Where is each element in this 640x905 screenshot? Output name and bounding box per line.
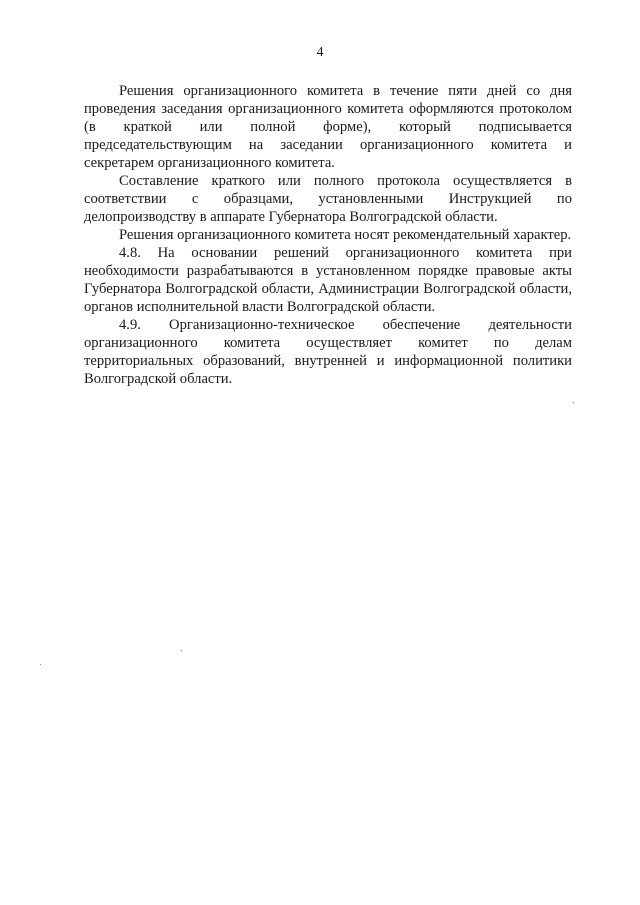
paragraph-protocol-registration: Решения организационного комитета в течение пяти дней со дня проведения заседания организационного комитета оформляются протоколом (в краткой или полной форме), который подписывается председательствующим на заседании организационного комитета и секретарем организационного комитета. [84,83,572,171]
paragraph-clause-4-8: 4.8. На основании решений организационного комитета при необходимости разрабатываются в установленном порядке правовые акты Губернатора Волгоградской области, Администрации Волгоградской области, органов исполнительной власти Волгоградской области. [84,245,572,315]
scan-speck [573,402,574,403]
paragraph-clause-4-9: 4.9. Организационно-техническое обеспечение деятельности организационного комитета осуществляет комитет по делам территориальных образований, внутренней и информационной политики Волгоградской области. [84,317,572,387]
scan-speck [181,650,182,651]
paragraph-recommendation: Решения организационного комитета носят рекомендательный характер. [119,227,572,243]
paragraph-protocol-drafting: Составление краткого или полного протокола осуществляется в соответствии с образцами, установленными Инструкцией по делопроизводству в аппарате Губернатора Волгоградской области. [84,173,572,225]
document-body [84,82,572,388]
scan-speck [40,664,41,665]
page-number: 4 [316,45,324,60]
